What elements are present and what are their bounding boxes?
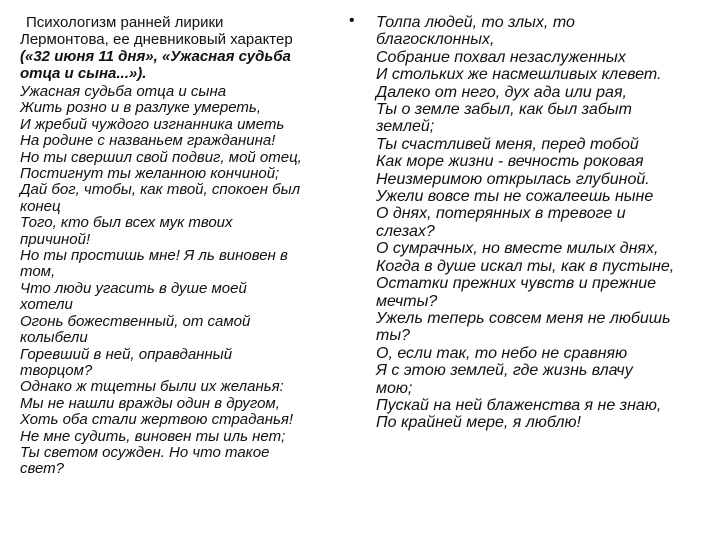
left-poem-line: На родине с названьем гражданина!	[20, 132, 276, 150]
left-poem-line: Ужасная судьба отца и сына	[20, 83, 227, 100]
right-poem-line: Когда в душе искал ты, как в пустыне,	[376, 257, 675, 275]
left-poem-line: Но ты простишь мне! Я ль виновен в	[20, 247, 288, 265]
heading-line-4: отца и сына...»).	[20, 65, 147, 82]
right-poem-line: Ты о земле забыл, как был забыт	[376, 101, 632, 119]
left-poem-line: И жребий чуждого изгнанника иметь	[20, 115, 285, 133]
right-poem-line: мою;	[376, 379, 413, 397]
right-poem-line: Как море жизни - вечность роковая	[376, 153, 644, 171]
left-poem-line: конец	[20, 197, 61, 215]
right-poem-line: Ужели вовсе ты не сожалеешь ныне	[376, 188, 654, 206]
right-poem-line: Пускай на ней блаженства я не знаю,	[376, 396, 662, 414]
right-poem-line: И стольких же насмешливых клевет.	[376, 66, 662, 84]
heading-line-3: («32 июня 11 дня», «Ужасная судьба	[20, 48, 291, 65]
right-poem-line: Я с этою землей, где жизнь влачу	[376, 362, 633, 380]
right-poem-line: Собрание похвал незаслуженных	[376, 48, 626, 66]
left-poem-line: Что люди угасить в душе моей	[20, 279, 247, 297]
left-column	[20, 14, 350, 478]
left-poem-line: том,	[20, 263, 56, 281]
left-poem-line: Не мне судить, виновен ты иль нет;	[20, 427, 286, 445]
left-poem-line: Огонь божественный, от самой	[20, 312, 251, 330]
left-poem-line: Ты светом осужден. Но что такое	[20, 443, 270, 461]
left-poem-line: Хоть оба стали жертвою страданья!	[20, 411, 294, 429]
right-poem-line: ты?	[376, 327, 410, 345]
right-poem	[376, 14, 716, 432]
right-poem-line: О сумрачных, но вместе милых днях,	[376, 240, 659, 258]
right-poem-line: О днях, потерянных в тревоге и	[376, 205, 626, 223]
left-poem-line: Того, кто был всех мук твоих	[20, 214, 233, 232]
slide-heading	[20, 14, 350, 82]
left-poem-line: причиной!	[20, 230, 91, 248]
right-poem-line: Толпа людей, то злых, то	[376, 14, 575, 31]
left-poem	[20, 84, 350, 478]
heading-line-2: Лермонтова, ее дневниковый характер	[20, 31, 293, 48]
left-poem-line: колыбели	[20, 329, 88, 347]
right-poem-line: Остатки прежних чувств и прежние	[376, 275, 657, 293]
left-poem-line: хотели	[20, 296, 73, 314]
left-poem-line: Мы не нашли вражды один в другом,	[20, 394, 280, 412]
left-poem-line: Горевший в ней, оправданный	[20, 345, 233, 363]
heading-line-1: Психологизм ранней лирики	[26, 14, 224, 31]
left-poem-line: Однако ж тщетны были их желанья:	[20, 378, 284, 396]
left-poem-line: Но ты свершил свой подвиг, мой отец,	[20, 148, 302, 166]
bullet-marker: •	[349, 12, 355, 29]
right-poem-line: Неизмеримою открылась глубиной.	[376, 170, 650, 188]
left-poem-line: свет?	[20, 460, 65, 478]
right-poem-line: землей;	[376, 118, 435, 136]
left-poem-line: Постигнут ты желанною кончиной;	[20, 165, 280, 183]
right-poem-line: Ты счастливей меня, перед тобой	[376, 135, 639, 153]
right-poem-line: Далеко от него, дух ада или рая,	[376, 83, 627, 101]
left-poem-line: Жить розно и в разлуке умереть,	[20, 99, 261, 117]
right-poem-line: мечты?	[376, 292, 438, 310]
right-poem-line: О, если так, то небо не сравняю	[376, 344, 628, 362]
right-poem-line: По крайней мере, я люблю!	[376, 414, 581, 432]
right-poem-line: благосклонных,	[376, 31, 495, 49]
right-poem-line: слезах?	[376, 222, 435, 240]
left-poem-line: творцом?	[20, 361, 93, 379]
left-poem-line: Дай бог, чтобы, как твой, спокоен был	[20, 181, 301, 199]
right-poem-line: Ужель теперь совсем меня не любишь	[376, 309, 671, 327]
